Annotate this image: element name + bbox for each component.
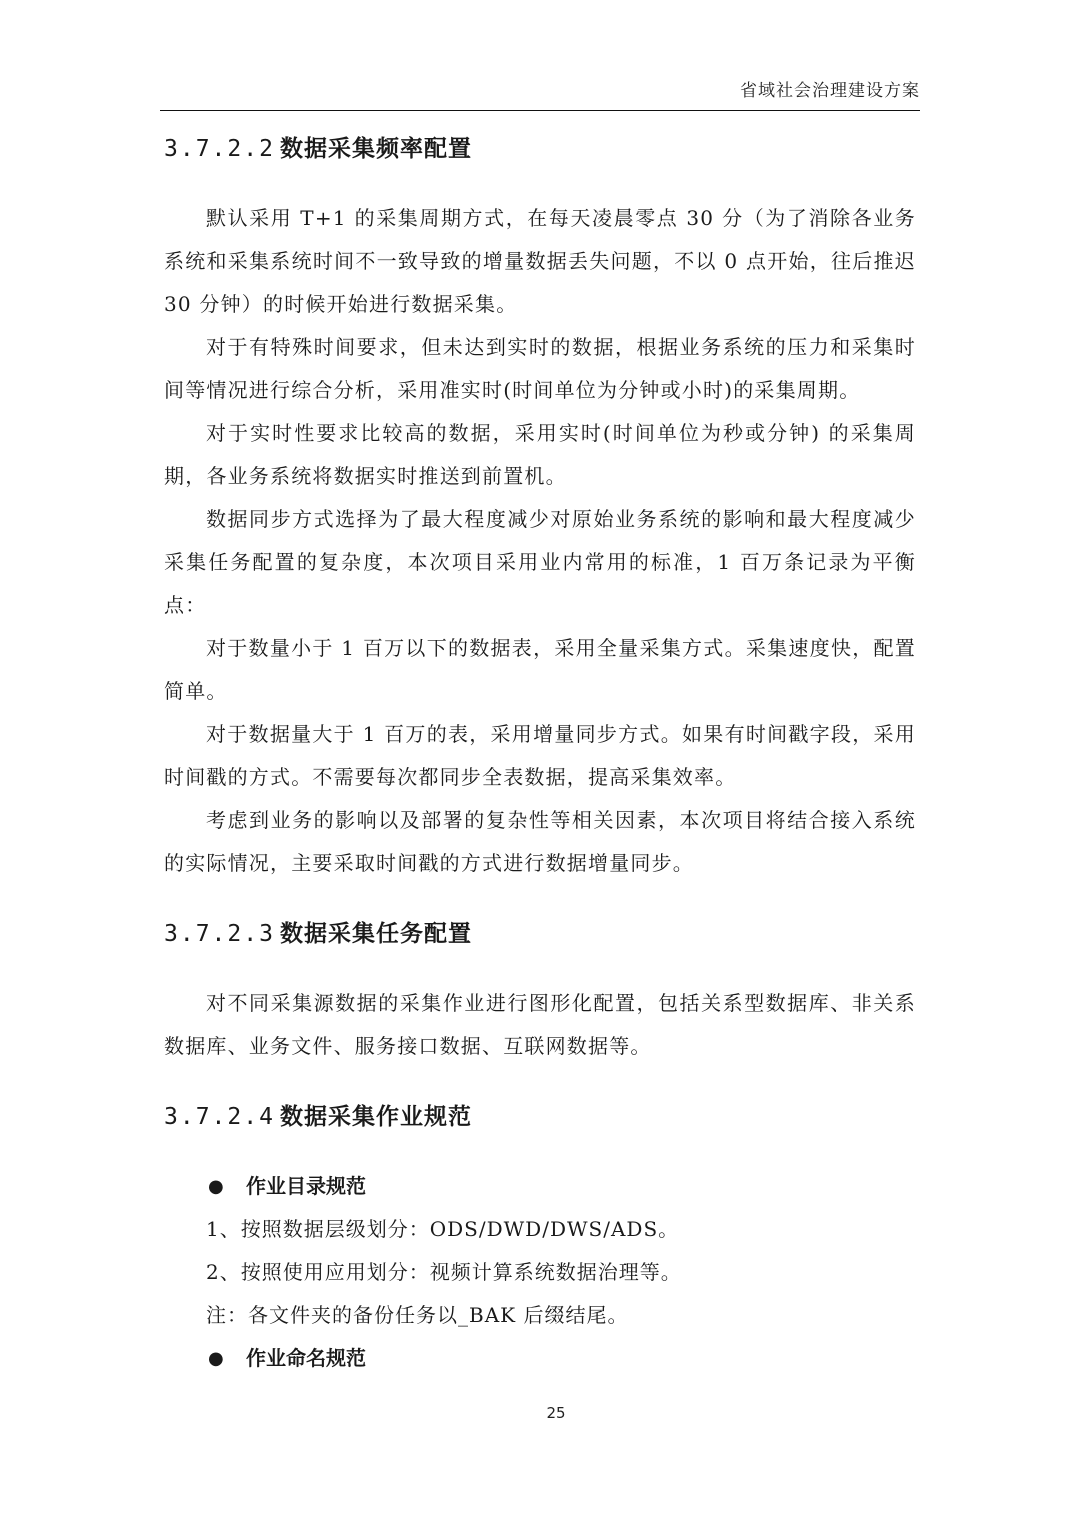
paragraph: 数据同步方式选择为了最大程度减少对原始业务系统的影响和最大程度减少采集任务配置的复杂度，本次项目采用业内常用的标准，1 百万条记录为平衡点： [164,507,916,617]
section-number: 3.7.2.3 [164,921,275,947]
note-line: 注：各文件夹的备份任务以_BAK 后缀结尾。 [206,1303,629,1327]
header-rule [160,110,920,111]
running-header: 省域社会治理建设方案 [740,81,920,101]
paragraph: 对于实时性要求比较高的数据，采用实时(时间单位为秒或分钟) 的采集周期，各业务系统将数据实时推送到前置机。 [164,421,916,488]
section-body [164,1165,916,1380]
section-body [164,982,916,1068]
section-heading [164,130,916,163]
section-heading [164,915,916,948]
paragraph: 默认采用 T+1 的采集周期方式，在每天凌晨零点 30 分（为了消除各业务系统和采集系统时间不一致导致的增量数据丢失问题，不以 0 点开始，往后推迟 30 分钟）的时候开始进行数据采集。 [164,206,916,316]
paragraph: 对于数量小于 1 百万以下的数据表，采用全量采集方式。采集速度快，配置简单。 [164,636,916,703]
bullet-dot-icon: ● [208,1176,224,1197]
section-body [164,197,916,885]
page-content [164,124,916,1380]
bullet-label: 作业目录规范 [246,1174,366,1198]
section-number: 3.7.2.2 [164,136,275,162]
page-number: 25 [546,1404,566,1422]
list-line: 1、按照数据层级划分：ODS/DWD/DWS/ADS。 [206,1217,680,1241]
section-title: 数据采集作业规范 [280,1104,472,1130]
bullet-dot-icon: ● [208,1348,224,1369]
bullet-label: 作业命名规范 [246,1346,366,1370]
section-number: 3.7.2.4 [164,1104,275,1130]
list-line: 2、按照使用应用划分：视频计算系统数据治理等。 [206,1260,682,1284]
section-heading [164,1098,916,1131]
paragraph: 对于有特殊时间要求，但未达到实时的数据，根据业务系统的压力和采集时间等情况进行综合分析，采用准实时(时间单位为分钟或小时)的采集周期。 [164,335,916,402]
bullet-item [208,1337,916,1380]
section-title: 数据采集任务配置 [280,921,472,947]
paragraph: 考虑到业务的影响以及部署的复杂性等相关因素，本次项目将结合接入系统的实际情况，主要采取时间戳的方式进行数据增量同步。 [164,808,916,875]
bullet-item [208,1165,916,1208]
section-title: 数据采集频率配置 [280,136,472,162]
paragraph: 对于数据量大于 1 百万的表，采用增量同步方式。如果有时间戳字段，采用时间戳的方式。不需要每次都同步全表数据，提高采集效率。 [164,722,916,789]
paragraph: 对不同采集源数据的采集作业进行图形化配置，包括关系型数据库、非关系数据库、业务文件、服务接口数据、互联网数据等。 [164,991,916,1058]
